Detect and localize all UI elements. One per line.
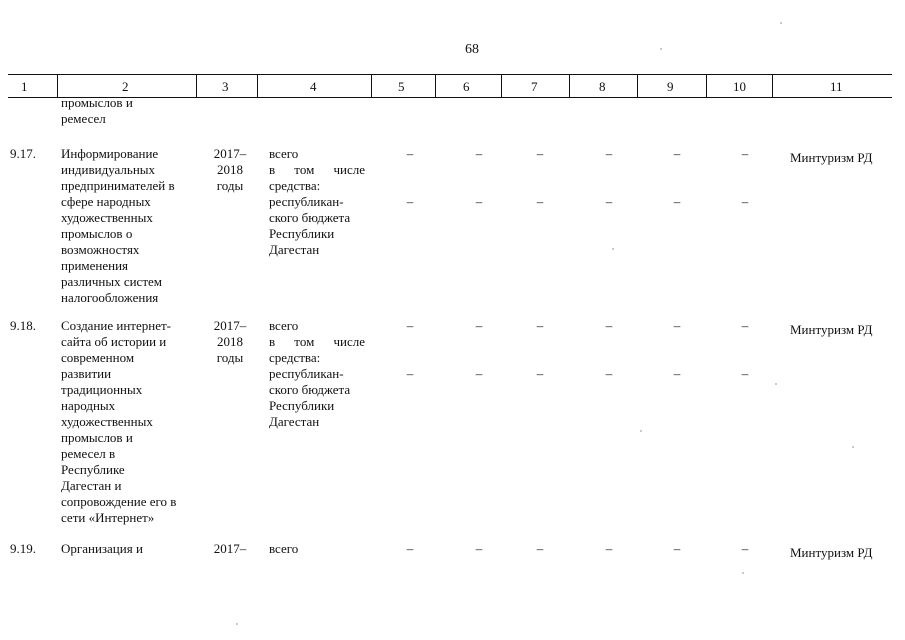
column-header-5: 5 [398,79,405,94]
responsible-org: Минтуризм РД [790,150,873,165]
period: 2017– 2018 годы [213,146,247,193]
header-divider [569,74,570,97]
dash-col10-budget: – [741,194,749,209]
column-header-10: 10 [733,79,746,94]
scan-speck [780,22,782,24]
source-total: всего [269,146,299,161]
dash-col6-total: – [475,318,483,333]
scan-speck [640,430,642,432]
dash-col7-total: – [536,146,544,161]
dash-col10-total: – [741,318,749,333]
header-divider [257,74,258,97]
source-total: всего [269,318,299,333]
row-number: 9.19. [10,541,36,556]
dash-col8-total: – [605,541,613,556]
page-number: 68 [465,42,479,57]
scan-speck [852,446,854,448]
header-divider [371,74,372,97]
dash-col5-budget: – [406,366,414,381]
header-divider [772,74,773,97]
source-total: всего [269,541,299,556]
source-budget: республикан- ского бюджета Республики Дагестан [269,194,351,257]
column-header-8: 8 [599,79,606,94]
period: 2017– 2018 годы [213,318,247,365]
header-divider [196,74,197,97]
header-divider [57,74,58,97]
scan-speck [660,48,662,50]
dash-col8-budget: – [605,194,613,209]
column-header-11: 11 [830,79,843,94]
dash-col8-total: – [605,318,613,333]
dash-col9-budget: – [673,194,681,209]
dash-col5-budget: – [406,194,414,209]
column-header-2: 2 [122,79,129,94]
column-header-9: 9 [667,79,674,94]
dash-col6-total: – [475,541,483,556]
scan-speck [775,383,777,385]
dash-col5-total: – [406,318,414,333]
column-header-4: 4 [310,79,317,94]
scan-speck [612,248,614,250]
dash-col9-total: – [673,541,681,556]
scan-speck [236,623,238,625]
measure-name: Информирование индивидуальных предпринимателей в сфере народных художественных промыслов о возможностях применения различных систем налогообложения [61,146,175,305]
dash-col8-total: – [605,146,613,161]
dash-col6-budget: – [475,366,483,381]
column-header-7: 7 [531,79,538,94]
dash-col6-total: – [475,146,483,161]
source-including: в том числе средства: [269,334,365,365]
dash-col9-total: – [673,146,681,161]
dash-col5-total: – [406,146,414,161]
continuation-text: промыслов и ремесел [61,95,133,126]
responsible-org: Минтуризм РД [790,545,873,560]
dash-col10-total: – [741,146,749,161]
header-top-rule [8,74,892,75]
dash-col5-total: – [406,541,414,556]
header-divider [706,74,707,97]
dash-col9-budget: – [673,366,681,381]
responsible-org: Минтуризм РД [790,322,873,337]
dash-col7-total: – [536,318,544,333]
dash-col8-budget: – [605,366,613,381]
period: 2017– [213,541,247,556]
header-divider [435,74,436,97]
measure-name: Создание интернет- сайта об истории и современном развитии традиционных народных художественных промыслов и ремесел в Республике Дагестан и сопровождение его в сети «Интернет» [61,318,177,525]
row-number: 9.18. [10,318,36,333]
header-divider [501,74,502,97]
column-header-3: 3 [222,79,229,94]
column-header-1: 1 [21,79,28,94]
dash-col10-total: – [741,541,749,556]
dash-col9-total: – [673,318,681,333]
dash-col7-budget: – [536,366,544,381]
source-including: в том числе средства: [269,162,365,193]
measure-name: Организация и [61,541,143,556]
dash-col7-budget: – [536,194,544,209]
header-bottom-rule [8,97,892,98]
scan-speck [742,572,744,574]
header-divider [637,74,638,97]
dash-col6-budget: – [475,194,483,209]
dash-col7-total: – [536,541,544,556]
row-number: 9.17. [10,146,36,161]
column-header-6: 6 [463,79,470,94]
dash-col10-budget: – [741,366,749,381]
source-budget: республикан- ского бюджета Республики Дагестан [269,366,351,429]
